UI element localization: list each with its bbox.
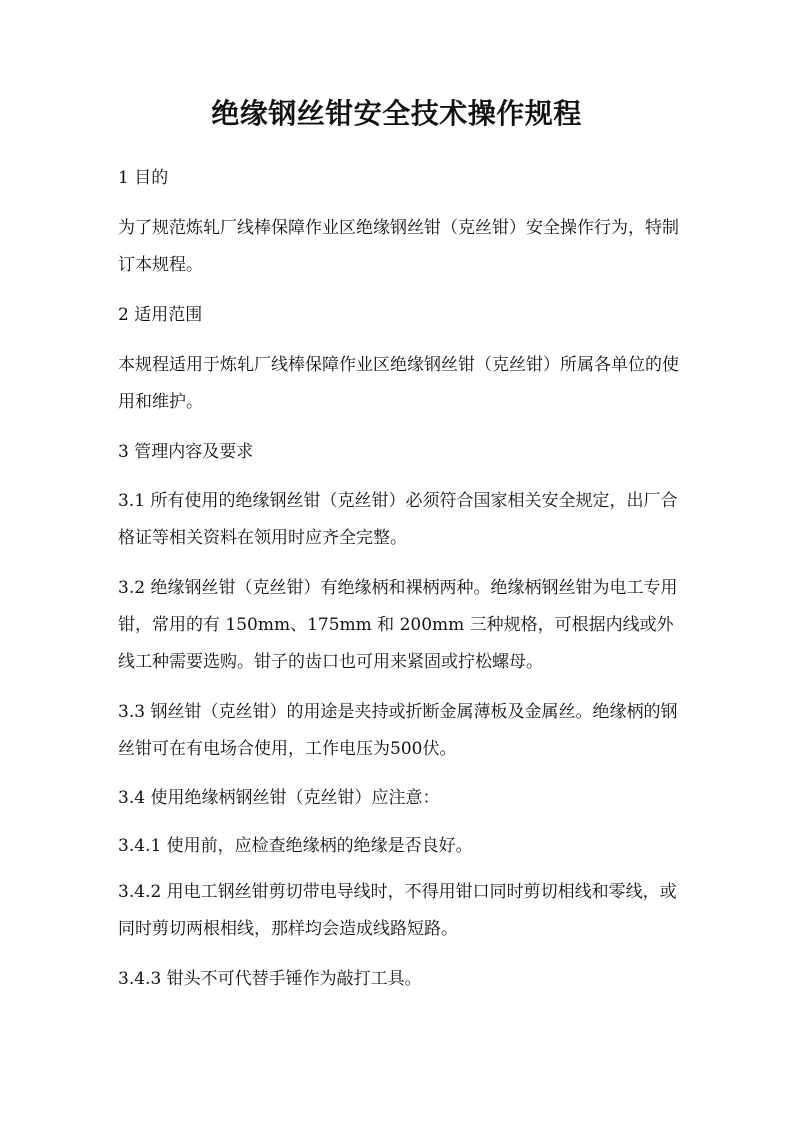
clause-3-4-3: 3.4.3 钳头不可代替手锤作为敲打工具。 [118, 969, 422, 989]
section-3-heading: 3 管理内容及要求 [118, 442, 254, 462]
clause-3-4: 3.4 使用绝缘柄钢丝钳（克丝钳）应注意： [118, 788, 440, 808]
section-1-paragraph: 为了规范炼轧厂线棒保障作业区绝缘钢丝钳（克丝钳）安全操作行为，特制订本规程。 [118, 218, 679, 275]
clause-3-4-2: 3.4.2 用电工钢丝钳剪切带电导线时，不得用钳口同时剪切相线和零线，或同时剪切两根相线，那样均会造成线路短路。 [118, 882, 677, 939]
clause-3-4-1: 3.4.1 使用前，应检查绝缘柄的绝缘是否良好。 [118, 836, 473, 856]
clause-3-3: 3.3 钢丝钳（克丝钳）的用途是夹持或折断金属薄板及金属丝。绝缘柄的钢丝钳可在有电场合使用，工作电压为500伏。 [118, 702, 678, 759]
clause-3-2: 3.2 绝缘钢丝钳（克丝钳）有绝缘柄和裸柄两种。绝缘柄钢丝钳为电工专用钳，常用的有 150mm、175mm 和 200mm 三种规格，可根据内线或外线工种需要选购。钳子的齿口也可用来紧固或拧松螺母。 [118, 578, 678, 672]
clause-3-1: 3.1 所有使用的绝缘钢丝钳（克丝钳）必须符合国家相关安全规定，出厂合格证等相关资料在领用时应齐全完整。 [118, 491, 678, 548]
document-title: 绝缘钢丝钳安全技术操作规程 [211, 97, 582, 130]
section-2-heading: 2 适用范围 [118, 305, 203, 325]
section-2-paragraph: 本规程适用于炼轧厂线棒保障作业区绝缘钢丝钳（克丝钳）所属各单位的使用和维护。 [118, 355, 679, 412]
section-1-heading: 1 目的 [118, 168, 169, 188]
